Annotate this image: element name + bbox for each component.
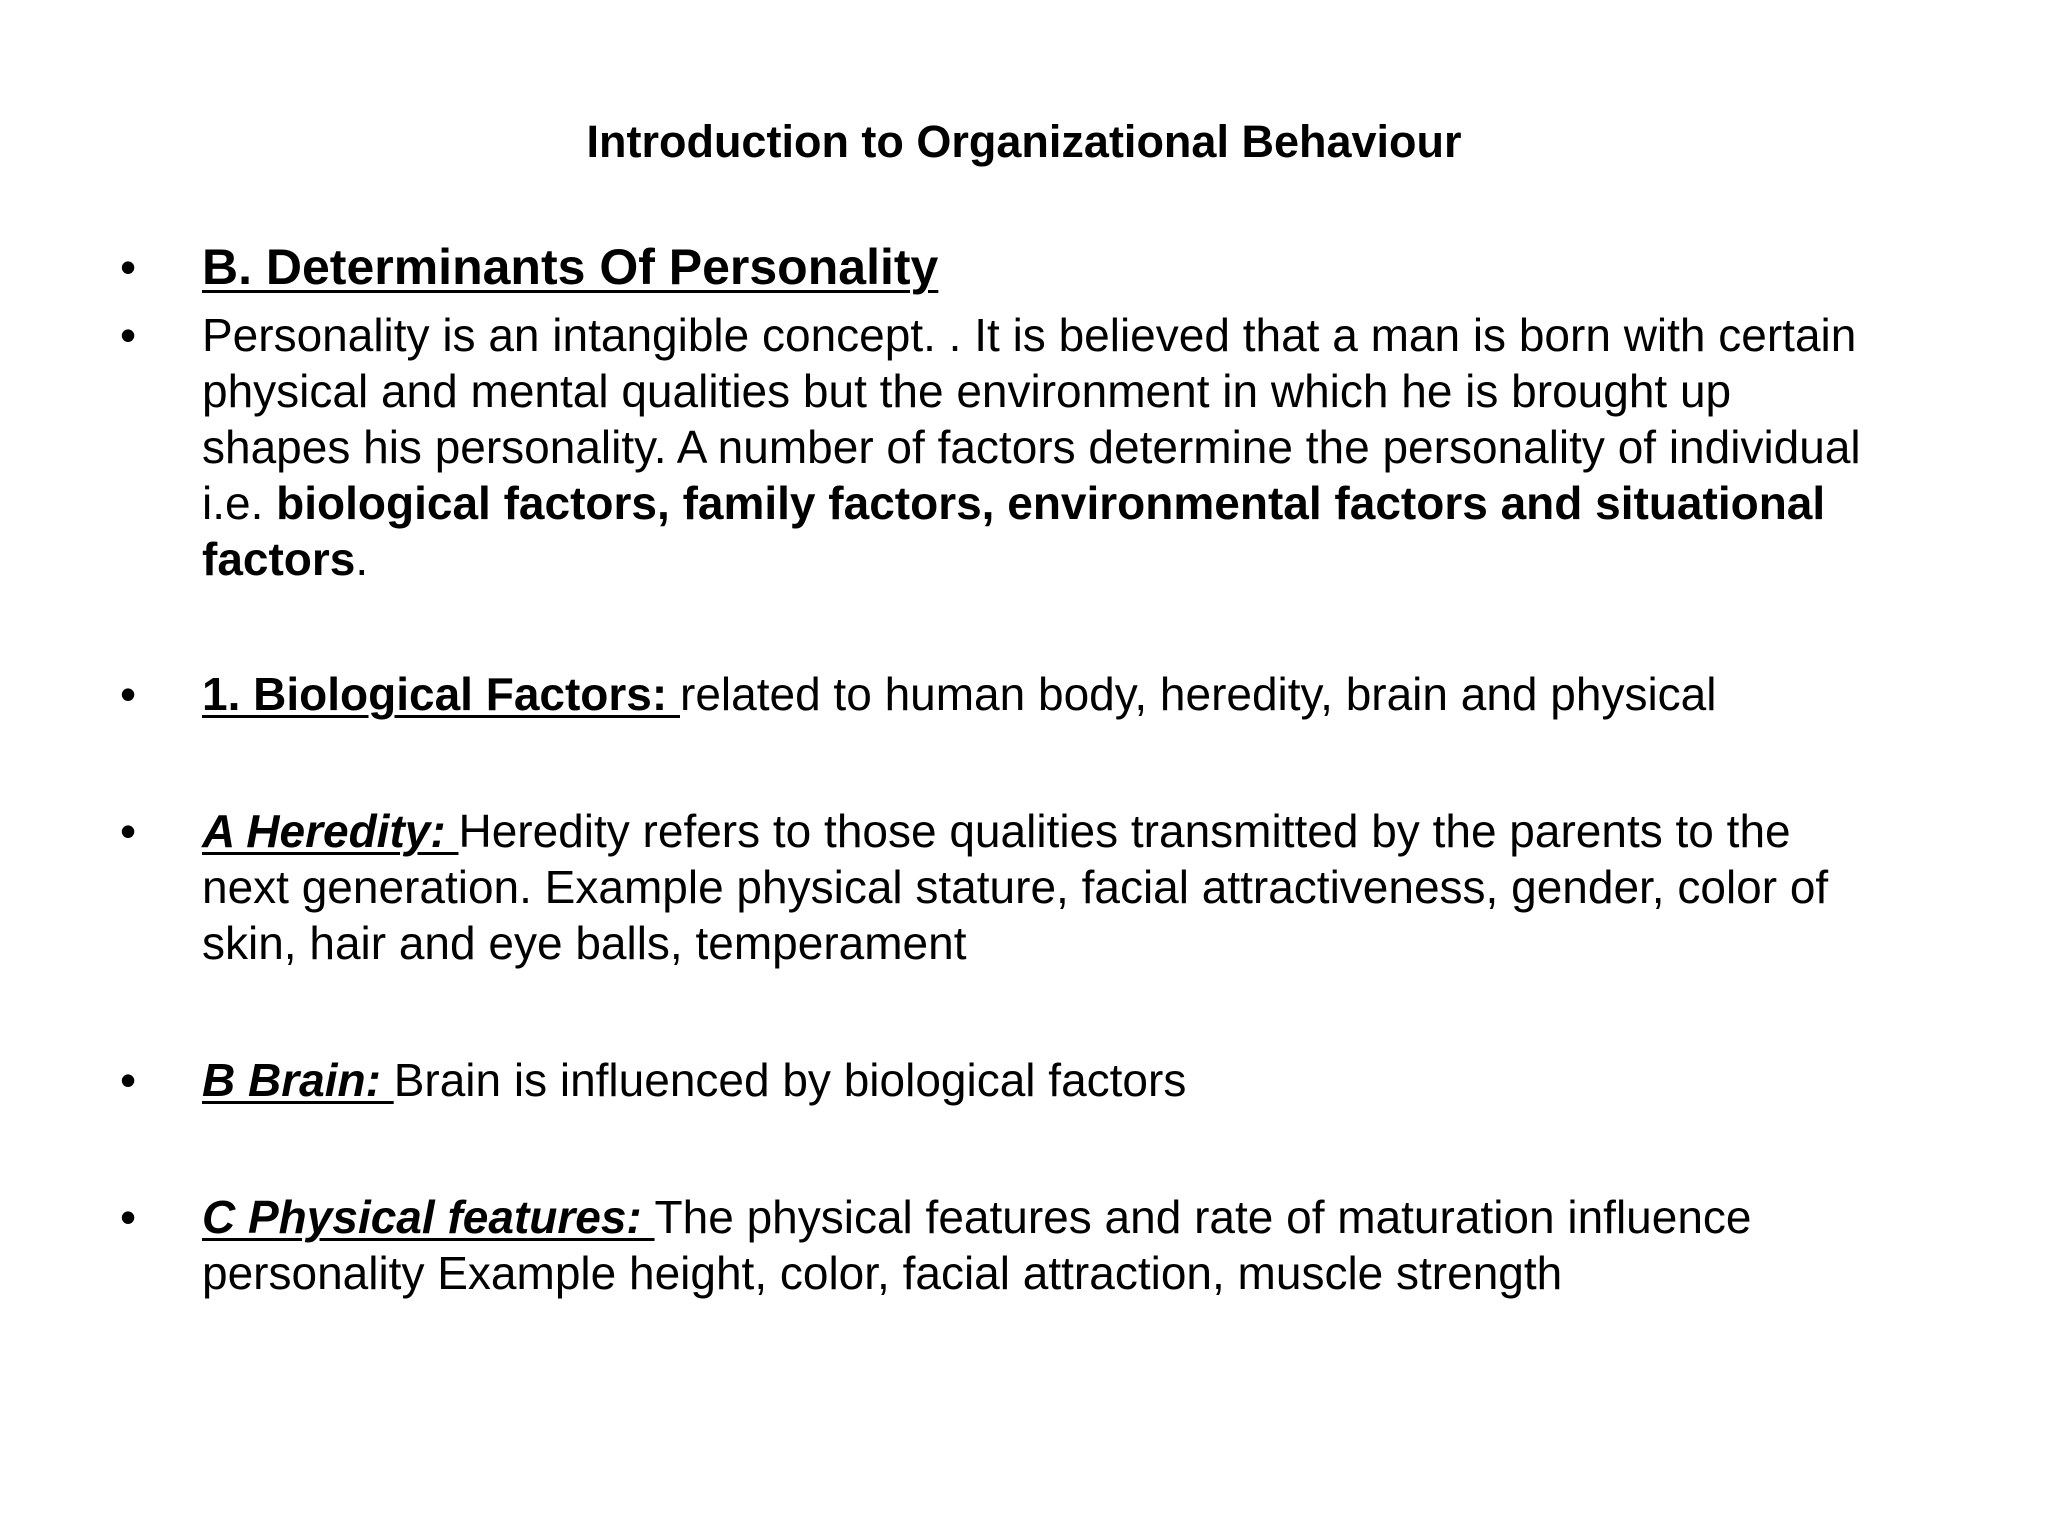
brain-term: B Brain:: [202, 1054, 394, 1106]
physical-line-1-text: The physical features and rate of maturation influence: [654, 1191, 1752, 1243]
section-heading: B. Determinants Of Personality: [202, 239, 939, 295]
intro-line-2: physical and mental qualities but the environment in which he is brought up: [202, 365, 1732, 417]
heredity-line-1-text: Heredity refers to those qualities transmitted by the parents to the: [458, 805, 1791, 857]
intro-paragraph: [202, 307, 2048, 587]
intro-line-4-bold: biological factors, family factors, environmental factors and situational: [276, 477, 1826, 529]
intro-line-5: [202, 531, 2048, 587]
bullet-dot: •: [120, 668, 137, 720]
heredity-line-1: [202, 803, 2048, 859]
bullet-dot: •: [120, 309, 137, 361]
bullet-dot: •: [120, 241, 137, 293]
intro-line-5-bold: factors: [202, 533, 356, 585]
biological-factors-term: 1. Biological Factors:: [202, 668, 680, 720]
brain-text: [202, 1052, 2048, 1108]
section-heading-text: [202, 235, 2048, 300]
heredity-line-2: next generation. Example physical stature, facial attractiveness, gender, color of: [202, 861, 1829, 913]
physical-line-2: personality Example height, color, facial attraction, muscle strength: [202, 1247, 1563, 1299]
bullet-dot: •: [120, 1054, 137, 1106]
physical-line-1: [202, 1189, 2048, 1245]
intro-line-5-suffix: .: [355, 533, 369, 585]
biological-factors-description: related to human body, heredity, brain and physical: [680, 668, 1717, 720]
intro-line-3: shapes his personality. A number of factors determine the personality of individual: [202, 421, 1861, 473]
intro-line-1: Personality is an intangible concept. . It is believed that a man is born with certain: [202, 309, 1857, 361]
physical-features-term: C Physical features:: [202, 1191, 655, 1243]
physical-features-text: [202, 1189, 2048, 1301]
biological-factors-text: [202, 666, 2048, 722]
slide-title: Introduction to Organizational Behaviour: [586, 116, 1462, 167]
heredity-term: A Heredity:: [202, 805, 459, 857]
heredity-line-3: skin, hair and eye balls, temperament: [202, 917, 967, 969]
brain-description: Brain is influenced by biological factors: [393, 1054, 1187, 1106]
heredity-text: [202, 803, 2048, 971]
intro-line-4: [202, 475, 2048, 531]
intro-line-4-prefix: i.e.: [202, 477, 277, 529]
bullet-dot: •: [120, 1191, 137, 1243]
bullet-dot: •: [120, 805, 137, 857]
